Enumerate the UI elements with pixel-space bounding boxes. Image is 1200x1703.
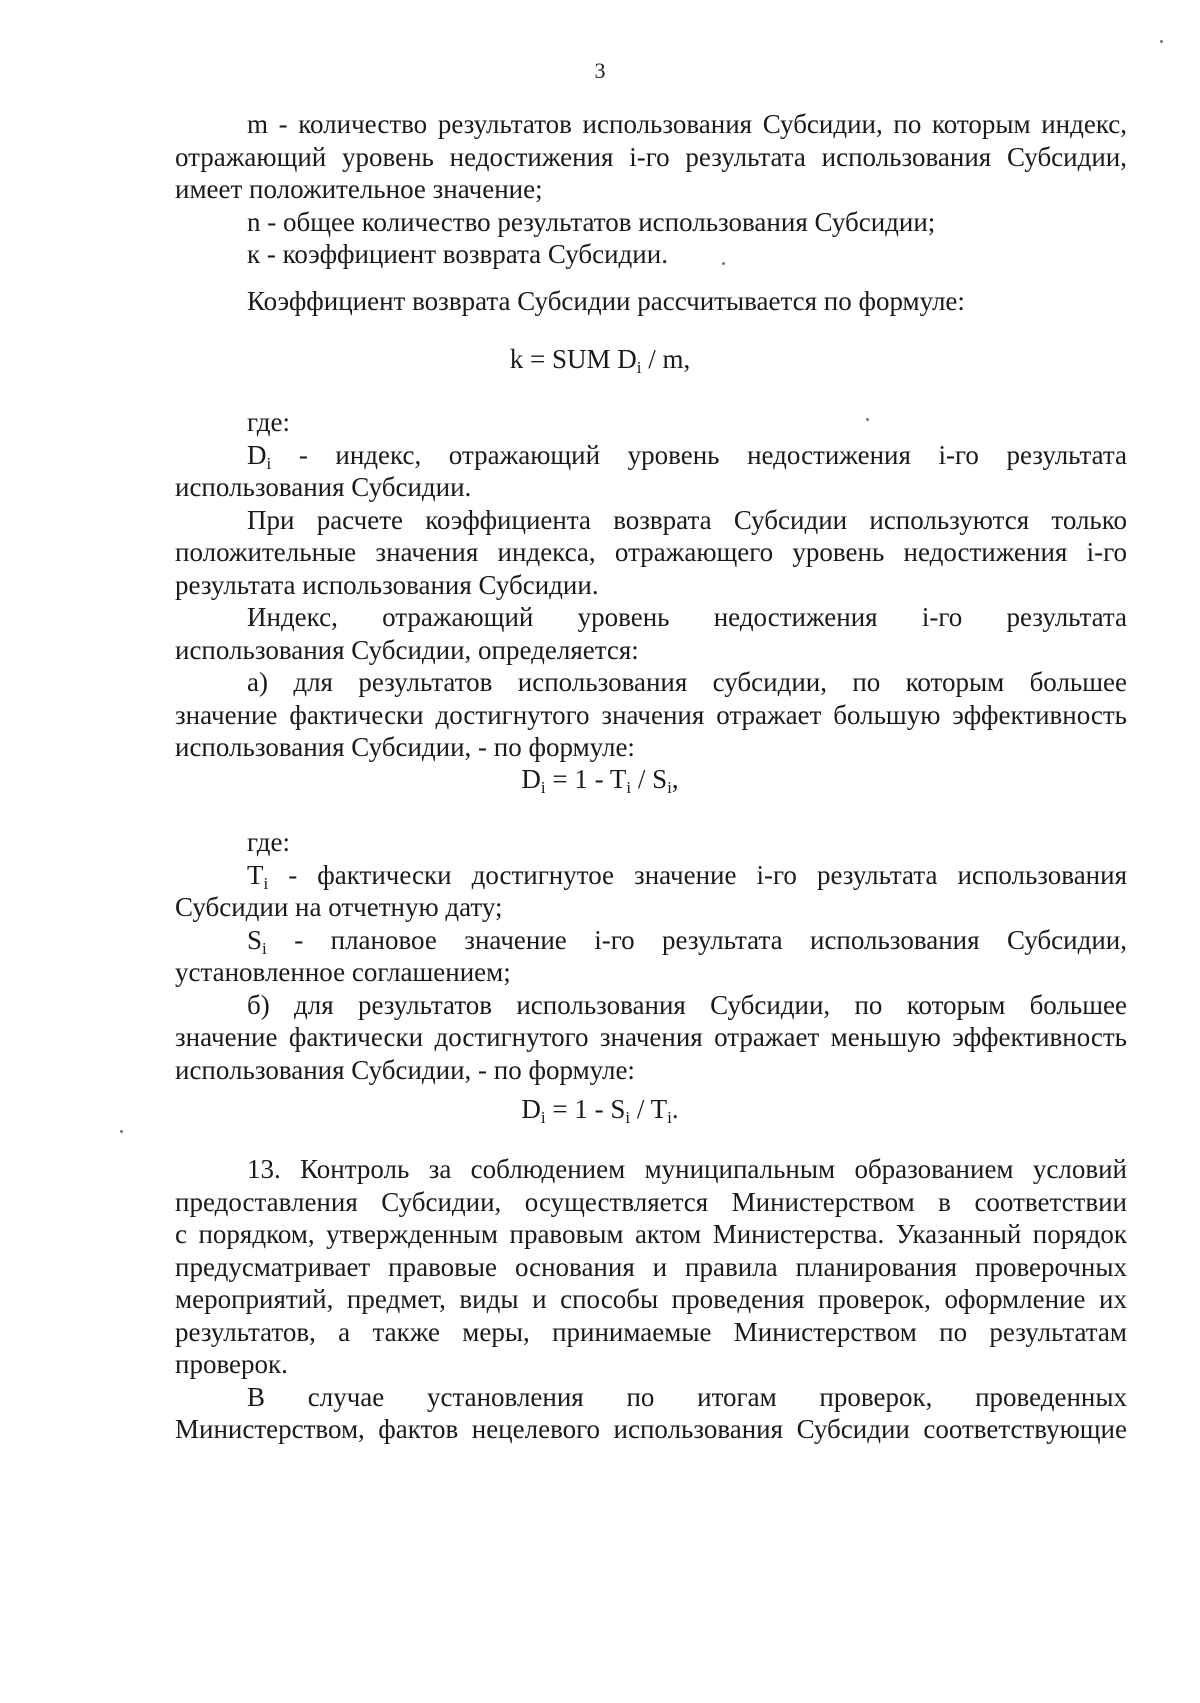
text-line: к - коэффициент возврата Субсидии. [247,239,668,269]
text-line: Министерством, фактов нецелевого использования Субсидии соответствующие [175,1414,1127,1444]
text-line: значение фактически достигнутого значения отражает большую эффективность [175,699,1127,730]
text-line: отражающий уровень недостижения i-го результата использования Субсидии, [175,141,1127,172]
formula-b [0,1094,1200,1128]
definitions-block [175,108,1127,271]
formula-subscript: i [540,1108,546,1127]
text-line [175,924,1127,957]
formula-subscript: i [626,778,632,797]
symbol: S [247,924,263,955]
text-line: где: [247,407,290,437]
formula-subscript: i [667,778,672,797]
formula-subscript: i [667,1108,672,1127]
formula-subscript: i [540,778,546,797]
text-line: а) для результатов использования субсидии, по которым большее [247,667,1127,697]
text-line: результатов, а также меры, принимаемые Министерством по результатам [175,1316,1127,1347]
scan-speck [120,1130,123,1133]
formula-part: , [671,764,679,794]
symbol-subscript: i [262,938,267,956]
formula-part: = 1 - T [545,764,627,794]
text-line: имеет положительное значение; [175,174,543,204]
formula-part: D [521,1094,541,1124]
text-line: положительные значения индекса, отражающего уровень недостижения i-го [175,537,1127,567]
text-line [175,859,1127,892]
text-line: использования Субсидии. [175,472,472,502]
text-line: Субсидии на отчетную дату; [175,892,503,922]
formula-part: . [671,1094,679,1124]
symbol-subscript: i [263,873,269,891]
text-line: результата использования Субсидии. [175,569,599,600]
text-line: установленное соглашением; [175,957,511,987]
scan-speck [722,262,725,265]
scan-speck [1160,40,1163,43]
text-line: Коэффициент возврата Субсидии рассчитывается по формуле: [247,286,965,316]
symbol: T [247,859,264,890]
definition-d-block [175,406,1127,764]
text-line: с порядком, утвержденным правовым актом Министерства. Указанный порядок [175,1219,1127,1249]
text-line: предоставления Субсидии, осуществляется Министерством в соответствии [175,1186,1127,1217]
formula-part: = 1 - S [545,1094,626,1124]
formula-part: / T [630,1094,668,1124]
paragraph [175,285,1127,318]
text-line: n - общее количество результатов использования Субсидии; [247,206,936,237]
text-line: 13. Контроль за соблюдением муниципальным образованием условий [247,1154,1127,1184]
formula-part: k = SUM D [509,344,637,374]
text-line: Индекс, отражающий уровень недостижения i-го результата [247,602,1127,632]
formula-subscript: i [625,1108,631,1127]
text-line: использования Субсидии, - по формуле: [175,1054,635,1085]
text-span: - индекс, отражающий уровень недостижения i-го результата [271,439,1127,470]
formula-part: / S [631,764,668,794]
text-span: - плановое значение i-го результата использования Субсидии, [266,924,1127,955]
text-line: использования Субсидии, определяется: [175,634,639,665]
text-line: предусматривает правовые основания и правила планирования проверочных [175,1251,1127,1282]
text-line: мероприятий, предмет, виды и способы проведения проверок, оформление их [175,1284,1127,1314]
text-line: При расчете коэффициента возврата Субсидии используются только [247,504,1127,535]
symbol-subscript: i [266,453,272,471]
text-line: проверок. [175,1349,288,1379]
formula-part: D [521,764,541,794]
formula-a [0,764,1200,798]
symbol: D [247,439,267,470]
definition-t-s-block [175,826,1127,1086]
formula-part: / m, [641,344,691,374]
text-line: б) для результатов использования Субсидии, по которым большее [247,989,1127,1020]
text-span: - фактически достигнутое значение i-го результата использования [268,859,1127,890]
text-line: значение фактически достигнутого значения отражает меньшую эффективность [175,1022,1127,1052]
scan-speck [866,418,869,421]
paragraph-13 [175,1153,1127,1446]
text-line [175,439,1127,472]
page-number: 3 [594,58,606,83]
text-line: В случае установления по итогам проверок, проведенных [247,1381,1127,1412]
text-line: m - количество результатов использования Субсидии, по которым индекс, [247,109,1127,139]
formula-subscript: i [636,358,642,377]
text-line: использования Субсидии, - по формуле: [175,732,635,762]
formula-k [0,344,1200,378]
text-line: где: [247,827,290,857]
